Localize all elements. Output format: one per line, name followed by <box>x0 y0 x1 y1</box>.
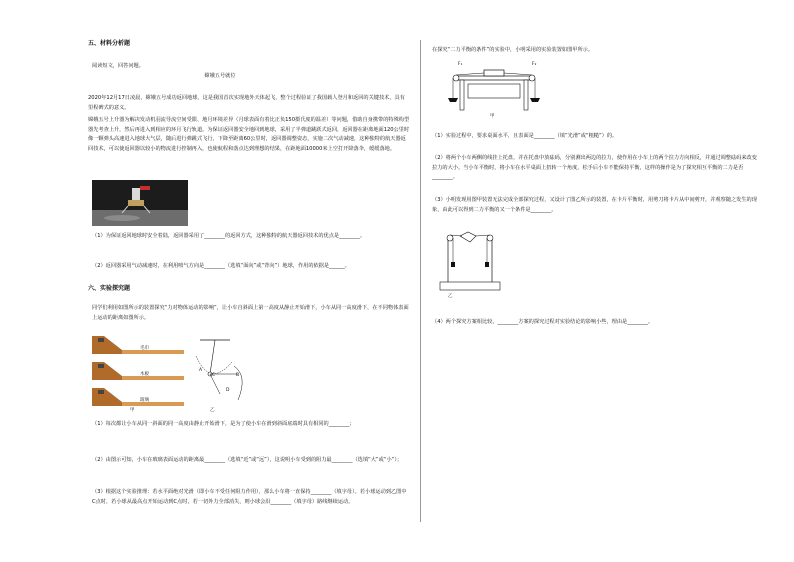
right-question-3: （3）小明发现用图甲装置无法完成全部探究过程，又设计了图乙所示的装置，在卡片平衡时，用剪刀将卡片从中间剪开，并观察随之发生的现象，由此可以得到二力平衡的又一个条件是________。 <box>432 197 757 213</box>
card-pulley-figure <box>436 226 506 294</box>
read-prompt: 阅读短文，回答问题。 <box>92 63 144 69</box>
experiment-intro: 同学们利用如图所示的装置探究“力对物体运动的影响”，让小车自斜面上第一高度从静止开始滑下，小车从同一高度滑下，在不同物体表面上运动的距离如图所示。 <box>92 305 409 321</box>
question-5-2: （2）返回器采用气动减速时，在利用喷气方向是________（选填“面向”或“背向”）地球，作用的依据是______。 <box>92 263 350 269</box>
point-d: D <box>226 388 230 393</box>
question-6-1: （1）每次都让小车从同一斜面的同一高度由静止开始滑下，是为了使小车在滑到斜面底端时具有相同的________； <box>92 421 355 427</box>
right-question-4: （4）两个探究方案相比较，________方案的探究过程对实验结论的影响小些，理由是________。 <box>432 319 654 325</box>
right-intro: 在探究“二力平衡的条件”的实验中，小明采用的实验装置如图甲所示。 <box>432 47 594 53</box>
figure-jia-right-label: 甲 <box>490 114 495 119</box>
paragraph-2: 嫦娥五号上升器为解决发动机羽流导流空间受限、地月环境差异（月球表面有着比正负150摄氏度的温差）等问题，借助自身携带的特殊构型器先考查上升，然后再进入到相应的环月飞行轨道。为保证返回器安全地回到地球，采用了半弹道跳跃式返回，返回器在距离地面120公里时像一颗弹头高速进入地球大气层，随后进行弹跳式飞行，下降至距离60公里时，返回器调整姿态，实施二次气动减速，这种独特的航天器返回技术，可以使返回器以较小的物流进行控制再入，也使航程和落点达到理想的结果，在距地面10000米上空打开降落伞，缓缓落地。 <box>88 117 410 152</box>
paragraph-1: 2020年12月17日凌晨，嫦娥五号成功返回地球，这是我国首次实现地外天体起飞，整个过程验证了我国载人登月和返回的关键技术，具有里程碑式的意义。 <box>88 95 405 111</box>
figure-yi-label: 乙 <box>210 408 215 413</box>
section5-title: 五、材料分析题 <box>88 40 131 47</box>
pendulum-figure-yi <box>190 336 268 416</box>
force-f2-label: F₂ <box>532 62 537 67</box>
ramp-towel <box>92 336 184 354</box>
figure-jia-label: 甲 <box>130 408 135 413</box>
right-question-1: （1）实验过程中，要求桌面水平，且表面是________（填“光滑”或“粗糙”）的。 <box>432 133 618 139</box>
force-f1-label: F₁ <box>458 62 463 67</box>
column-divider <box>420 40 421 522</box>
right-question-2: （2）将两个小车两侧的线挂上托盘，并在托盘中放砝码，分别测出两边的拉力，使作用在小车上的两个拉力方向相反，并通过调整砝码来改变拉力的大小。当小车平衡时，将小车在水平桌面上扭转一个角度，松手后小车不能保持平衡，这样的操作是为了探究相互平衡的二力是否________。 <box>432 155 757 181</box>
pulley-table-figure <box>446 62 542 114</box>
label-glass: 玻璃 <box>140 398 149 403</box>
lunar-lander-photo <box>92 180 188 226</box>
question-6-3: （3）根据这个实验推理：若水平面绝对光滑（即小车不受任何阻力作用），那么小车将一直保持________（填字母）。若小球运动到乙图中C点时，若小球从最高点开始运动到C点时，若一切外力全部消失，则小球会沿________（填字母）路线继续运动。 <box>92 489 407 505</box>
figure-yi-right-label: 乙 <box>448 294 453 299</box>
ramp-wood <box>92 362 184 380</box>
question-6-2: （2）由图示可知，小车在玻璃表面运动的距离最________（选填“近”或“远”），这说明小车受到的阻力最________（选填“大”或“小”）； <box>92 457 403 463</box>
point-b: B <box>236 373 240 378</box>
section6-title: 六、实验探究题 <box>88 285 131 292</box>
article-title: 嫦娥五号就位 <box>204 73 236 79</box>
ramp-glass <box>92 388 184 406</box>
label-towel: 毛巾 <box>140 346 149 351</box>
point-a: A <box>199 368 203 373</box>
question-5-1: （1）为保证返回地球时安全着陆，返回器采用了________的返回方式，这种独特的航天器返回技术的优点是________。 <box>92 233 366 239</box>
point-c: C <box>212 373 216 378</box>
label-wood: 木板 <box>140 372 149 377</box>
